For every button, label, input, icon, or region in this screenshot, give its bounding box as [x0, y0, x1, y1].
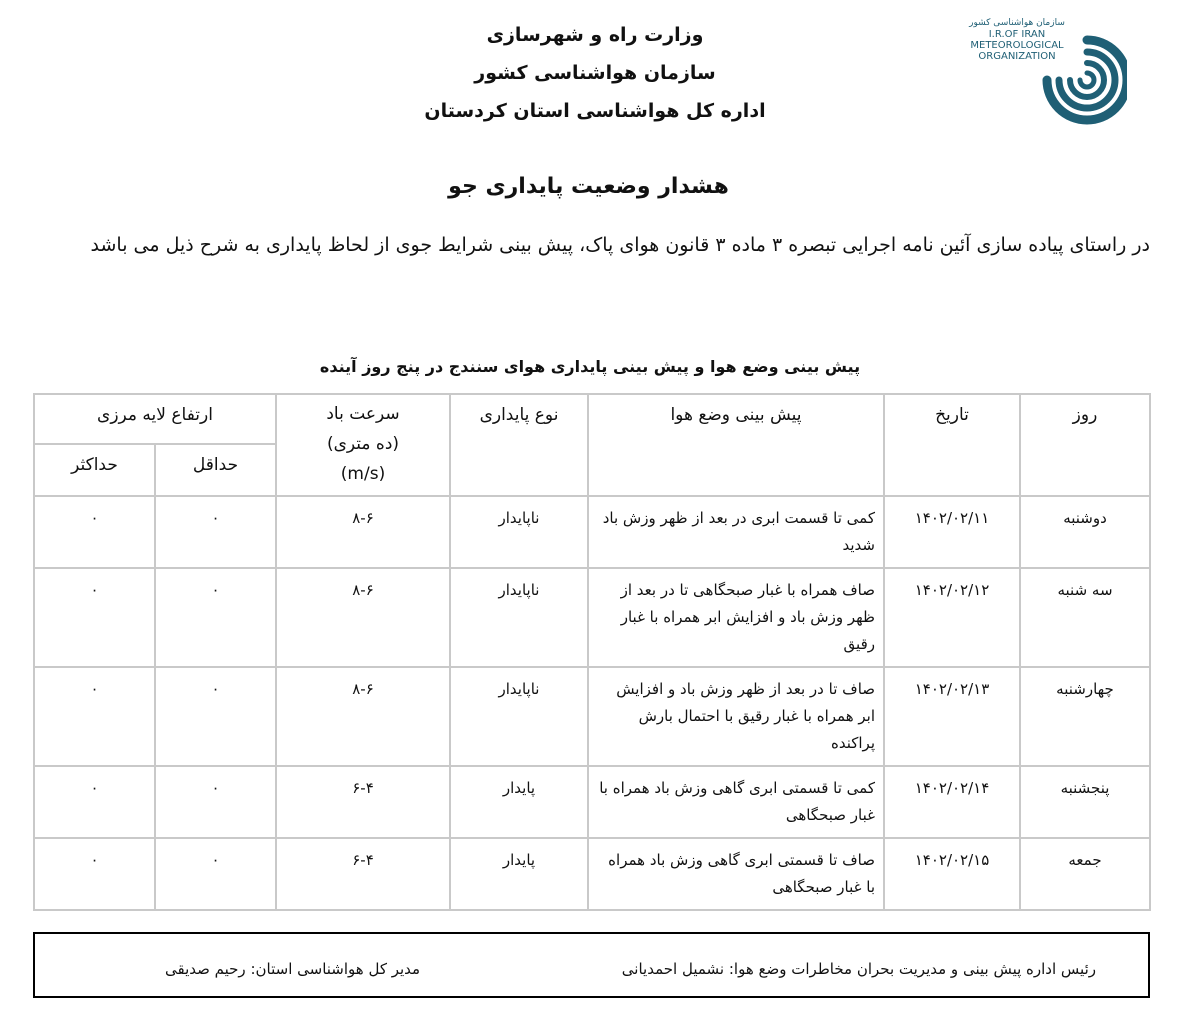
document-title: هشدار وضعیت پایداری جو	[448, 174, 729, 199]
cell-wind: ۸-۶	[276, 568, 450, 667]
cell-date: ۱۴۰۲/۰۲/۱۵	[884, 838, 1020, 910]
cell-min: ۰	[155, 766, 276, 838]
cell-date: ۱۴۰۲/۰۲/۱۴	[884, 766, 1020, 838]
header-max: حداکثر	[34, 444, 155, 496]
header-stability: نوع پایداری	[450, 394, 588, 496]
logo-text-en-1: I.R.OF IRAN	[988, 29, 1046, 40]
cell-max: ۰	[34, 838, 155, 910]
table-row	[34, 496, 1150, 568]
forecast-head-title: رئیس اداره پیش بینی و مدیریت بحران مخاطرات وضع هوا:	[728, 960, 1096, 978]
cell-date: ۱۴۰۲/۰۲/۱۲	[884, 568, 1020, 667]
cell-max: ۰	[34, 667, 155, 766]
cell-min: ۰	[155, 496, 276, 568]
cell-wind: ۸-۶	[276, 496, 450, 568]
header-wind-line-3: (m/s)	[340, 464, 386, 484]
cell-max: ۰	[34, 766, 155, 838]
cell-max: ۰	[34, 568, 155, 667]
cell-date: ۱۴۰۲/۰۲/۱۱	[884, 496, 1020, 568]
organization-name: سازمان هواشناسی کشور	[474, 62, 716, 84]
signature-box	[33, 932, 1150, 998]
director-name: رحیم صدیقی	[165, 960, 246, 978]
header-min: حداقل	[155, 444, 276, 496]
cell-day: جمعه	[1020, 838, 1150, 910]
logo-text-en-2: METEOROLOGICAL	[970, 40, 1064, 51]
logo-text	[962, 18, 1072, 62]
cell-wind: ۶-۴	[276, 838, 450, 910]
header-boundary-layer: ارتفاع لایه مرزی	[34, 394, 276, 444]
cell-forecast: صاف تا در بعد از ظهر وزش باد و افزایش ابر همراه با غبار رقیق با احتمال بارش پراکنده	[588, 667, 884, 766]
logo-text-en-3: ORGANIZATION	[978, 51, 1056, 62]
cell-forecast: صاف تا قسمتی ابری گاهی وزش باد همراه با غبار صبحگاهی	[588, 838, 884, 910]
logo-text-fa: سازمان هواشناسی کشور	[969, 18, 1065, 28]
cell-stability: ناپایدار	[450, 496, 588, 568]
table-row	[34, 766, 1150, 838]
table-caption: پیش بینی وضع هوا و پیش بینی پایداری هوای سنندج در پنج روز آینده	[319, 357, 861, 376]
cell-min: ۰	[155, 667, 276, 766]
forecast-head-name: نشمیل احمدیانی	[621, 960, 725, 978]
header-wind-line-2: (ده متری)	[326, 434, 400, 454]
cell-stability: ناپایدار	[450, 667, 588, 766]
header-date: تاریخ	[884, 394, 1020, 496]
cell-date: ۱۴۰۲/۰۲/۱۳	[884, 667, 1020, 766]
cell-stability: پایدار	[450, 838, 588, 910]
header-forecast: پیش بینی وضع هوا	[588, 394, 884, 496]
cell-forecast: کمی تا قسمتی ابری گاهی وزش باد همراه با غبار صبحگاهی	[588, 766, 884, 838]
director-signature	[165, 960, 420, 978]
cell-day: دوشنبه	[1020, 496, 1150, 568]
cell-max: ۰	[34, 496, 155, 568]
cell-day: پنجشنبه	[1020, 766, 1150, 838]
table-row	[34, 838, 1150, 910]
table-row	[34, 568, 1150, 667]
intro-paragraph: در راستای پیاده سازی آئین نامه اجرایی تبصره ۳ ماده ۳ قانون هوای پاک، پیش بینی شرایط جوی از لحاظ پایداری به شرح ذیل می باشد	[90, 234, 1150, 256]
forecast-table	[33, 393, 1151, 911]
cell-stability: ناپایدار	[450, 568, 588, 667]
ministry-name: وزارت راه و شهرسازی	[486, 24, 704, 46]
cell-forecast: صاف همراه با غبار صبحگاهی تا در بعد از ظهر وزش باد و افزایش ابر همراه با غبار رقیق	[588, 568, 884, 667]
header-wind-speed	[276, 394, 450, 496]
header-wind-line-1: سرعت باد	[326, 404, 400, 424]
cell-min: ۰	[155, 568, 276, 667]
director-title: مدیر کل هواشناسی استان:	[250, 960, 421, 978]
header-day: روز	[1020, 394, 1150, 496]
cell-min: ۰	[155, 838, 276, 910]
cell-forecast: کمی تا قسمت ابری در بعد از ظهر وزش باد شدید	[588, 496, 884, 568]
cell-wind: ۶-۴	[276, 766, 450, 838]
cell-wind: ۸-۶	[276, 667, 450, 766]
forecast-head-signature	[622, 960, 1096, 978]
office-name: اداره کل هواشناسی استان کردستان	[424, 100, 766, 122]
cell-stability: پایدار	[450, 766, 588, 838]
table-row	[34, 667, 1150, 766]
cell-day: چهارشنبه	[1020, 667, 1150, 766]
cell-day: سه شنبه	[1020, 568, 1150, 667]
